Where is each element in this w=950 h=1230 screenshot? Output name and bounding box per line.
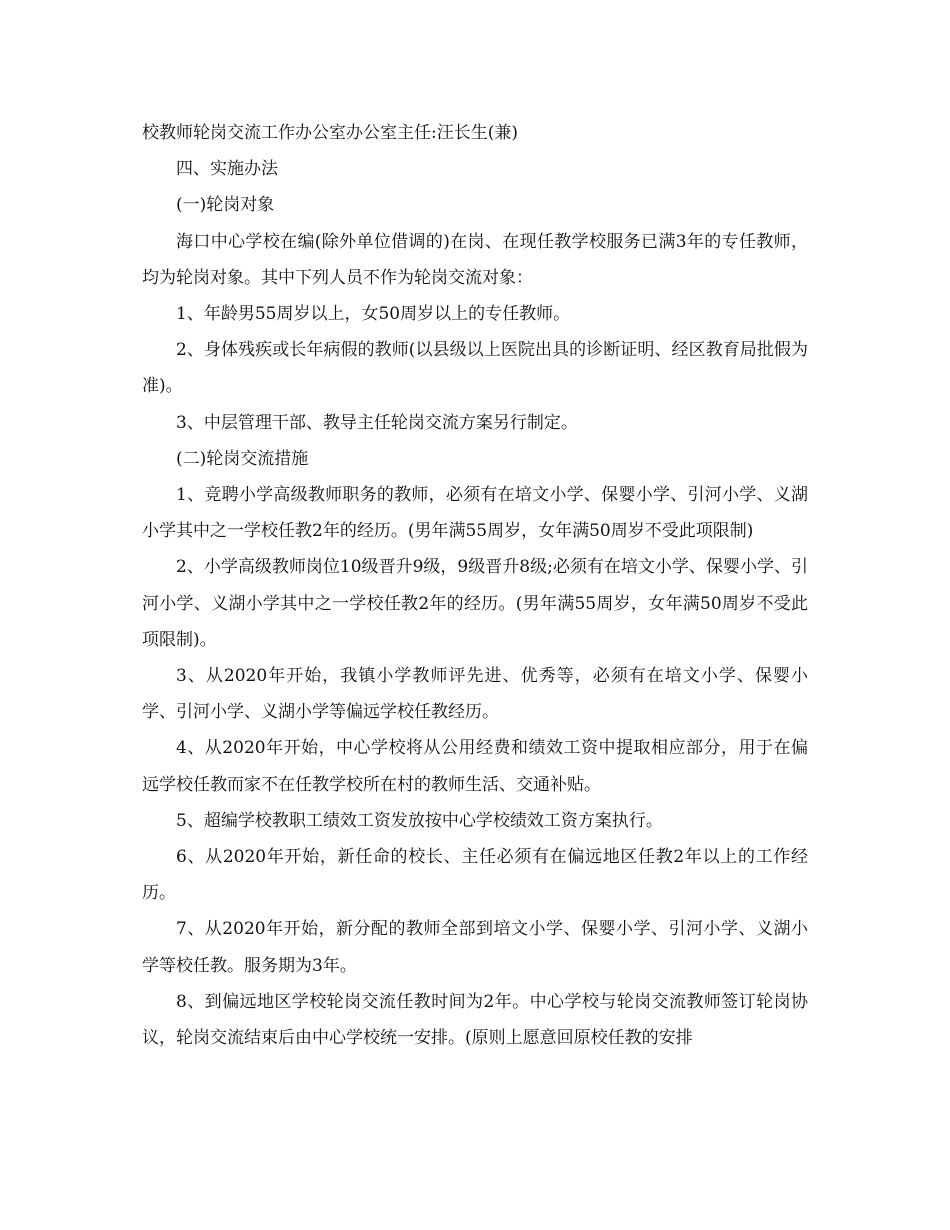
list-item-exemption-3: 3、中层管理干部、教导主任轮岗交流方案另行制定。 [176,412,578,433]
paragraph-eligible-teachers: 海口中心学校在编(除外单位借调的)在岗、在现任教学校服务已满3年的专任教师，均为轮岗对象。其中下列人员不作为轮岗交流对象： [142,231,808,288]
heading-implementation: 四、实施办法 [176,159,278,180]
list-item-measure-8: 8、到偏远地区学校轮岗交流任教时间为2年。中心学校与轮岗交流教师签订轮岗协议，轮岗交流结束后由中心学校统一安排。(原则上愿意回原校任教的安排 [142,991,808,1049]
subheading-rotation-measures: (二)轮岗交流措施 [176,448,309,469]
list-item-measure-4: 4、从2020年开始，中心学校将从公用经费和绩效工资中提取相应部分，用于在偏远学校任教而家不在任教学校所在村的教师生活、交通补贴。 [142,738,808,795]
list-item-measure-6: 6、从2020年开始，新任命的校长、主任必须有在偏远地区任教2年以上的工作经历。 [142,847,808,904]
list-item-exemption-2: 2、身体残疾或长年病假的教师(以县级以上医院出具的诊断证明、经区教育局批假为准)。 [142,340,808,397]
list-item-measure-2: 2、小学高级教师岗位10级晋升9级，9级晋升8级;必须有在培文小学、保婴小学、引河小学、义湖小学其中之一学校任教2年的经历。(男年满55周岁，女年满50周岁不受此项限制)。 [142,557,808,650]
paragraph-office-director: 校教师轮岗交流工作办公室办公室主任:汪长生(兼) [142,123,518,143]
list-item-measure-1: 1、竞聘小学高级教师职务的教师，必须有在培文小学、保婴小学、引河小学、义湖小学其中之一学校任教2年的经历。(男年满55周岁，女年满50周岁不受此项限制) [142,485,808,542]
list-item-exemption-1: 1、年龄男55周岁以上，女50周岁以上的专任教师。 [176,304,571,325]
list-item-measure-3: 3、从2020年开始，我镇小学教师评先进、优秀等，必须有在培文小学、保婴小学、引河小学、义湖小学等偏远学校任教经历。 [142,666,808,723]
subheading-rotation-targets: (一)轮岗对象 [176,195,275,216]
document-page [142,115,808,1056]
list-item-measure-5: 5、超编学校教职工绩效工资发放按中心学校绩效工资方案执行。 [176,810,663,831]
list-item-measure-7: 7、从2020年开始，新分配的教师全部到培文小学、保婴小学、引河小学、义湖小学等校任教。服务期为3年。 [142,919,808,976]
